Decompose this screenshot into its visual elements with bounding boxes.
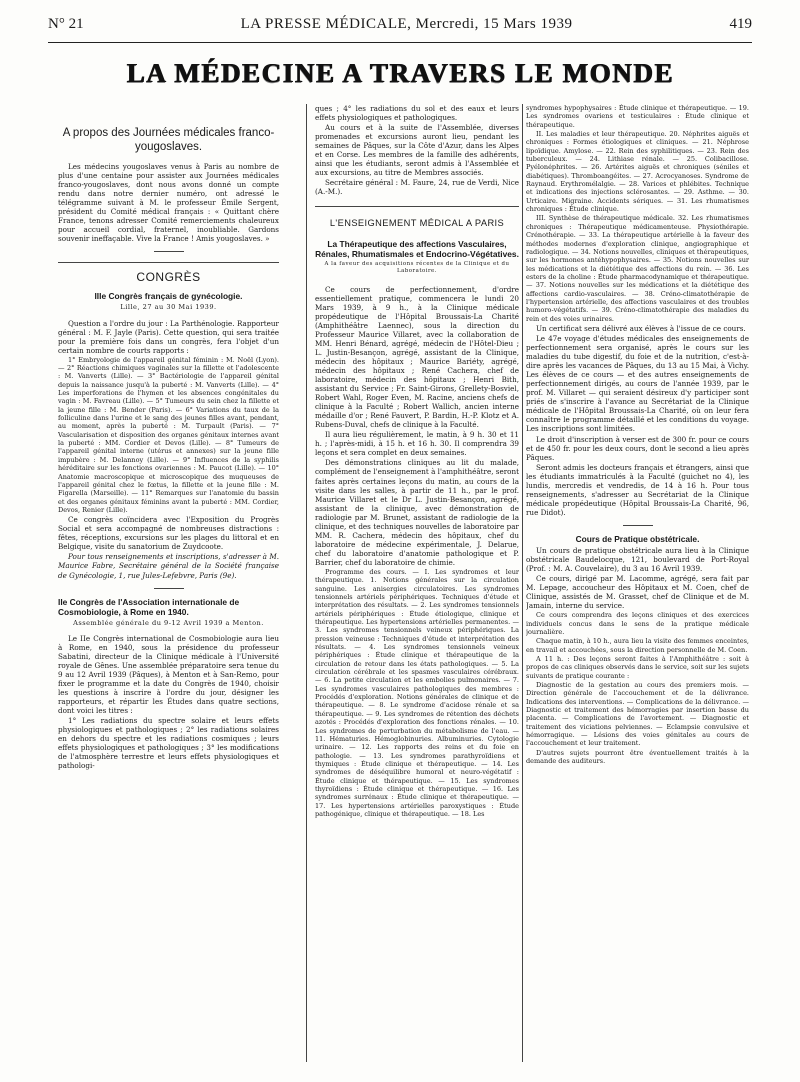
- article-paragraph: Programme des cours. — I. Les syndromes et leur thérapeutique. 1. Notions générales sur la circulation sanguine. Les anisergies circulatoires. Les syndromes tensionnels artériels périphériques. Techniques d'étude et interprétation des résultats. — 2. Les syndromes tensionnels artériels périphériques : Étude étiologique, clinique et thérapeutique. Les hypertensions artérielles permanentes. — 3. Les syndromes tensionnels veineux périphériques. La pression veineuse : Techniques d'étude et interprétation des résultats. — 4. Les syndromes tensionnels veineux périphériques : Étude clinique et thérapeutique de la circulation de retour dans les états pathologiques. — 5. La circulation cérébrale et les spasmes vasculaires cérébraux. — 6. La petite circulation et les embolies pulmonaires. — 7. Les syndromes vasculaires pathologiques des membres : Procédés d'exploration. Notions générales de clinique et de thérapeutique. — 8. Le syndrome d'acidose rénale et sa thérapeutique. — 9. Les syndromes de rétention des déchets azotés : Procédés d'exploration des fonctions rénales. — 10. Les syndromes de perturbation du métabolisme de l'eau. — 11. Hématuries. Hémoglobinuries. Albuminuries. Cytologie urinaire. — 12. Les rapports des reins et du foie en pathologie. — 13. Les syndromes parathyroïdiens et thymiques : Étude clinique et thérapeutique. — 14. Les syndromes de déséquilibre humoral et neuro-végétatif : Étude clinique et thérapeutique. — 15. Les syndromes thyroïdiens : Étude clinique et thérapeutique. — 16. Les syndromes surrénaux : Étude clinique et thérapeutique. — 17. Les hypertensions artérielles paroxystiques : Étude pathogénique, clinique et thérapeutique. — 18. Les: [315, 567, 519, 818]
- column-divider: [522, 104, 523, 1062]
- article-paragraph: 1° Les radiations du spectre solaire et leurs effets physiologiques et pathologiques ; 2° les radiations solaires en dehors du spectre et les radiations cosmiques ; leurs effets physiologiques et pathologiques ; 3° les modifications de l'atmosphère terrestre et leurs effets physiologiques et pathologi-: [58, 716, 279, 771]
- article-paragraph: Pour tous renseignements et inscriptions, s'adresser à M. Maurice Fabre, Secrétaire général de la Société française de Gynécologie, 1, rue Jules-Lefebvre, Paris (9e).: [58, 552, 279, 580]
- article-title: A propos des Journées médicales franco-yougoslaves.: [62, 127, 275, 153]
- article-paragraph: Au cours et à la suite de l'Assemblée, diverses promenades et excursions auront lieu, pendant les semaines de Pâques, sur la Côte d'Azur, dans les Alpes et en Corse. Les membres de la famille des adhérents, ainsi que les étudiants, seront admis à l'Assemblée et aux excursions, au titre de Membres associés.: [315, 123, 519, 178]
- article-paragraph: Question a l'ordre du jour : La Parthénologie. Rapporteur général : M. F. Jayle (Paris). Cette question, qui sera traitée pour la première fois dans un congrès, fera l'objet d'un certain nombre de courts rapports :: [58, 318, 279, 355]
- article-subtitle: A la faveur des acquisitions récentes de la Clinique et du Laboratoire.: [324, 260, 510, 274]
- header-rule: [48, 42, 752, 43]
- article-paragraph: Le IIe Congrès international de Cosmobiologie aura lieu à Rome, en 1940, sous la présidence du professeur Sabatini, directeur de la Clinique médicale à l'Université royale de Gênes. Une assemblée préparatoire sera tenue du 9 au 12 Avril 1939 (Pâques), à Menton et à San-Remo, pour fixer le programme et la date du Congrès de 1940, choisir les questions à inscrire à l'ordre du jour, désigner les rapporteurs, et répartir les Études dans quatre sections, dont voici les titres :: [58, 633, 279, 715]
- column-divider: [306, 104, 307, 1062]
- article-paragraph: Ce cours, dirigé par M. Lacomme, agrégé, sera fait par M. Lepage, accoucheur des Hôpitaux et M. Coen, chef de Clinique, assistés de M. Grasset, chef de Clinique et de M. Jamain, interne du service.: [526, 574, 749, 611]
- separator: [154, 588, 184, 589]
- congress-title: IIe Congrès de l'Association internationale de Cosmobiologie, à Rome en 1940.: [58, 596, 240, 617]
- article-paragraph: Le 47e voyage d'études médicales des enseignements de perfectionnement sera organisé, après le cours sur les maladies du tube digestif, du foie et de la nutrition, c'est-à-dire après les vacances de Pâques, du 13 au 15 Mai, à Vichy. Les élèves de ce cours — et des autres enseignements de perfectionnement dirigés, au cours de l'année 1939, par le prof. M. Villaret — qui seraient désireux d'y participer sont priés de s'inscrire à l'avance au Secrétariat de la Clinique médicale de l'Hôpital Broussais-La Charité, où on leur fera connaître le programme détaillé et les conditions du voyage. Les inscriptions sont limitées.: [526, 333, 749, 434]
- article-paragraph: Ce cours de perfectionnement, d'ordre essentiellement pratique, commencera le lundi 20 Mars 1939, à 9 h., à la Clinique médicale propédeutique de l'Hôpital Broussais-La Charité (Amphithéâtre Laennec), sous la direction du Professeur Maurice Villaret, avec la collaboration de MM. Henri Bénard, agrégé, médecin de l'Hôtel-Dieu ; L. Justin-Besançon, agrégé, assistant de la Clinique, médecin des hôpitaux ; Maurice Bariéty, agrégé, médecin des hôpitaux ; René Cachera, chef de laboratoire, médecin des hôpitaux ; Henri Bith, assistant du Service ; Fr. Saint-Girons, Grellety-Bosviel, Robert Wahl, Roger Even, M. Racine, anciens chefs de clinique à la Faculté ; Robert Wallich, ancien interne médaille d'or ; René Fauvert, P. Bardin, H.-P. Klotz et A. Rubens-Duval, chefs de clinique à la Faculté.: [315, 284, 519, 430]
- article-paragraph: II. Les maladies et leur thérapeutique. 20. Néphrites aiguës et chroniques : Formes étiologiques et cliniques. — 21. Néphrose lipoïdique. Amylose. — 22. Rein des syphilitiques. — 23. Rein des tuberculeux. — 24. Lithiase rénale. — 25. Colibacillose. Pyélonéphrites. — 26. Artérites aiguës et chroniques (séniles et diabétiques). Thromboangéites. — 27. Acrocyanoses. Syndrome de Raynaud. Erythromélalgie. — 28. Varices et phlébites. Technique et indications des injections sclérosantes. — 29. Asthme. — 30. Urticaire. Migraine. Accidents sériques. — 31. Les rhumatismes chroniques : Étude clinique.: [526, 130, 749, 214]
- article-paragraph: Un certificat sera délivré aux élèves à l'issue de ce cours.: [536, 323, 746, 333]
- separator: [154, 251, 184, 252]
- article-paragraph: Diagnostic de la gestation au cours des premiers mois. — Direction générale de l'accouchement et de la délivrance. Indications des interventions. — Complications de la délivrance. — Diagnostic et traitement des hémorragies par insertion basse du placenta. — Complications de l'avortement. — Diagnostic et traitement des viciations pelviennes. — Eclampsie convulsive et hémorragique. — Lésions des voies génitales au cours de l'accouchement et leur traitement.: [526, 681, 749, 748]
- page-number: 419: [729, 16, 752, 32]
- article-paragraph: Chaque matin, à 10 h., aura lieu la visite des femmes enceintes, en travail et accouchées, sous la direction personnelle de M. Coen.: [526, 637, 749, 654]
- article-paragraph: syndromes hypophysaires : Étude clinique et thérapeutique. — 19. Les syndromes ovariens et testiculaires : Étude clinique et thérapeutique.: [526, 104, 749, 129]
- journal-title: LA PRESSE MÉDICALE, Mercredi, 15 Mars 1939: [240, 16, 573, 32]
- section-rule: [315, 206, 519, 207]
- article-paragraph: ques ; 4° les radiations du sol et des eaux et leurs effets physiologiques et pathologiques.: [315, 104, 519, 123]
- article-title: Cours de Pratique obstétricale.: [575, 533, 700, 544]
- article-paragraph: Un cours de pratique obstétricale aura lieu à la Clinique obstétricale Baudelocque, 121, boulevard de Port-Royal (Prof. : M. A. Couvelaire), du 3 au 16 Avril 1939.: [526, 545, 749, 574]
- congress-place: Lille, 27 au 30 Mai 1939.: [120, 303, 217, 312]
- article-paragraph: D'autres sujets pourront être éventuellement traités à la demande des auditeurs.: [526, 748, 749, 766]
- article-paragraph: Secrétaire général : M. Faure, 24, rue de Verdi, Nice (A.-M.).: [315, 178, 519, 197]
- article-paragraph: Il aura lieu régulièrement, le matin, à 9 h. 30 et 11 h. ; l'après-midi, à 15 h. et 16 h. 30. Il comprendra 39 leçons et sera complet en deux semaines.: [315, 430, 519, 458]
- article-columns: [48, 104, 752, 1072]
- section-banner: LA MÉDECINE A TRAVERS LE MONDE: [126, 58, 674, 88]
- column-3: [526, 104, 749, 1072]
- issue-number: N° 21: [48, 16, 84, 32]
- congress-subtitle: Assemblée générale du 9-12 Avril 1939 a Menton.: [73, 618, 264, 627]
- section-rule: [58, 262, 279, 263]
- article-paragraph: A 11 h. : Des leçons seront faites à l'Amphithéâtre : soit à propos de cas cliniques observés dans le service, soit sur les sujets suivants de pratique courante :: [526, 654, 749, 680]
- section-heading: L'ENSEIGNEMENT MÉDICAL A PARIS: [329, 218, 505, 229]
- article-paragraph: Les médecins yougoslaves venus à Paris au nombre de plus d'une centaine pour assister aux Journées médicales franco-yougoslaves, dont nous avons donné un compte rendu dans notre dernier numéro, ont adressé le télégramme suivant à M. le professeur Émile Sergent, président du Comité médical français : « Quittant chère France, tenons adresser Comité remerciements chaleureux pour accueil cordial, fraternel, inoubliable. Gardons souvenir ineffaçable. Vive la France ! Amis yougoslaves. »: [58, 162, 279, 244]
- congress-title: IIIe Congrès français de gynécologie.: [94, 291, 243, 302]
- article-paragraph: Des démonstrations cliniques au lit du malade, complément de l'enseignement à l'amphithéâtre, seront faites après certaines leçons du matin, au cours de la visite dans les salles, à partir de 11 h., par le prof. Maurice Villaret et le Dr L. Justin-Besançon, agrégé, assistant de la clinique, avec démonstration de radiologie par M. Brunet, assistant de radiologie de la clinique, et des techniques nouvelles de laboratoire par MM. R. Cachera, médecin des hôpitaux, chef du laboratoire de médecine expérimentale, J. Delarue, chef du laboratoire d'anatomie pathologique et P. Barrier, chef du laboratoire de chimie.: [315, 458, 519, 567]
- separator: [623, 525, 653, 526]
- article-paragraph: 1° Embryologie de l'appareil génital féminin : M. Noël (Lyon). — 2° Réactions chimiques vaginales sur la fillette et l'adolescente : M. Vanverts (Lille). — 3° Bactériologie de l'appareil génital depuis la naissance jusqu'à la puberté : M. Vanverts (Lille). — 4° Les imperforations de l'hymen et les absences congénitales du vagin : M. Favreau (Lille). — 5° Tumeurs du sein chez la fillette et la jeune fille : M. Bender (Paris). — 6° Variations du taux de la folliculine dans l'urine et le sang des jeunes filles avant, pendant, au moment, après la puberté : M. Turpault (Paris). — 7° Vascularisation et disposition des organes génitaux internes avant la puberté : MM. Cordier et Devos (Lille). — 8° Tumeurs de l'appareil génital interne (utérus et annexes) sur la jeune fille impubère : M. Delannoy (Lille). — 9° Influences de la syphilis héréditaire sur les fonctions ovariennes : M. Paucot (Lille). — 10° Anatomie macroscopique et microscopique des muqueuses de l'appareil génital chez le fœtus, la fillette et la jeune fille : M. Figarella (Marseille). — 11° Remarques sur l'anatomie du bassin et des organes génitaux féminins avant la puberté : MM. Cordier, Devos, Renier (Lille).: [58, 355, 279, 514]
- article-paragraph: Le droit d'inscription à verser est de 300 fr. pour ce cours et de 450 fr. pour les deux cours, dont le second a lieu après Pâques.: [526, 434, 749, 462]
- article-paragraph: Ce cours comprendra des leçons cliniques et des exercices individuels concus dans le sens de la pratique médicale journalière.: [526, 611, 749, 636]
- section-heading: CONGRÈS: [136, 270, 201, 285]
- running-header: [48, 16, 752, 36]
- column-1: [58, 104, 279, 1072]
- article-paragraph: III. Synthèse de thérapeutique médicale. 32. Les rhumatismes chroniques : Thérapeutique médicamenteuse. Physiothérapie. Crénothérapie. — 33. La thérapeutique artérielle à la faveur des méthodes modernes d'exploration clinique, angiographique et radiologique. — 34. Notions nouvelles, cliniques et thérapeutiques, sur les hormones antéhypophysaires. — 35. Notions nouvelles sur les médications et la diététique des affections du rein. — 36. Les esters de la choline : Étude pharmacodynamique et thérapeutique. — 37. Notions nouvelles sur les médications et la diététique des affections cardio-vasculaires. — 38. Créno-climatothérapie de l'hypertension artérielle, des affections vasculaires et des troubles humoro-végétatifs. — 39. Créno-climatothérapie des maladies du rein et des voies urinaires.: [526, 214, 749, 323]
- article-paragraph: Seront admis les docteurs français et étrangers, ainsi que les étudiants immatriculés à la Faculté (guichet no 4), les lundis, mercredis et vendredis, de 14 à 16 h. Pour tous renseignements, s'adresser au Secrétariat de la Clinique médicale propédeutique (Hôpital Broussais-La Charité, 96, rue Didot).: [526, 462, 749, 517]
- article-title: La Thérapeutique des affections Vasculaires, Rénales, Rhumatismales et Endocrino-Végétatives.: [315, 238, 519, 259]
- article-paragraph: Ce congrès coïncidera avec l'Exposition du Progrès Social et sera accompagné de nombreuses distractions : fêtes, réceptions, excursions sur les plages du littoral et en Belgique, visite du sanatorium de Zuydcoote.: [58, 515, 279, 552]
- column-2: [315, 104, 519, 1072]
